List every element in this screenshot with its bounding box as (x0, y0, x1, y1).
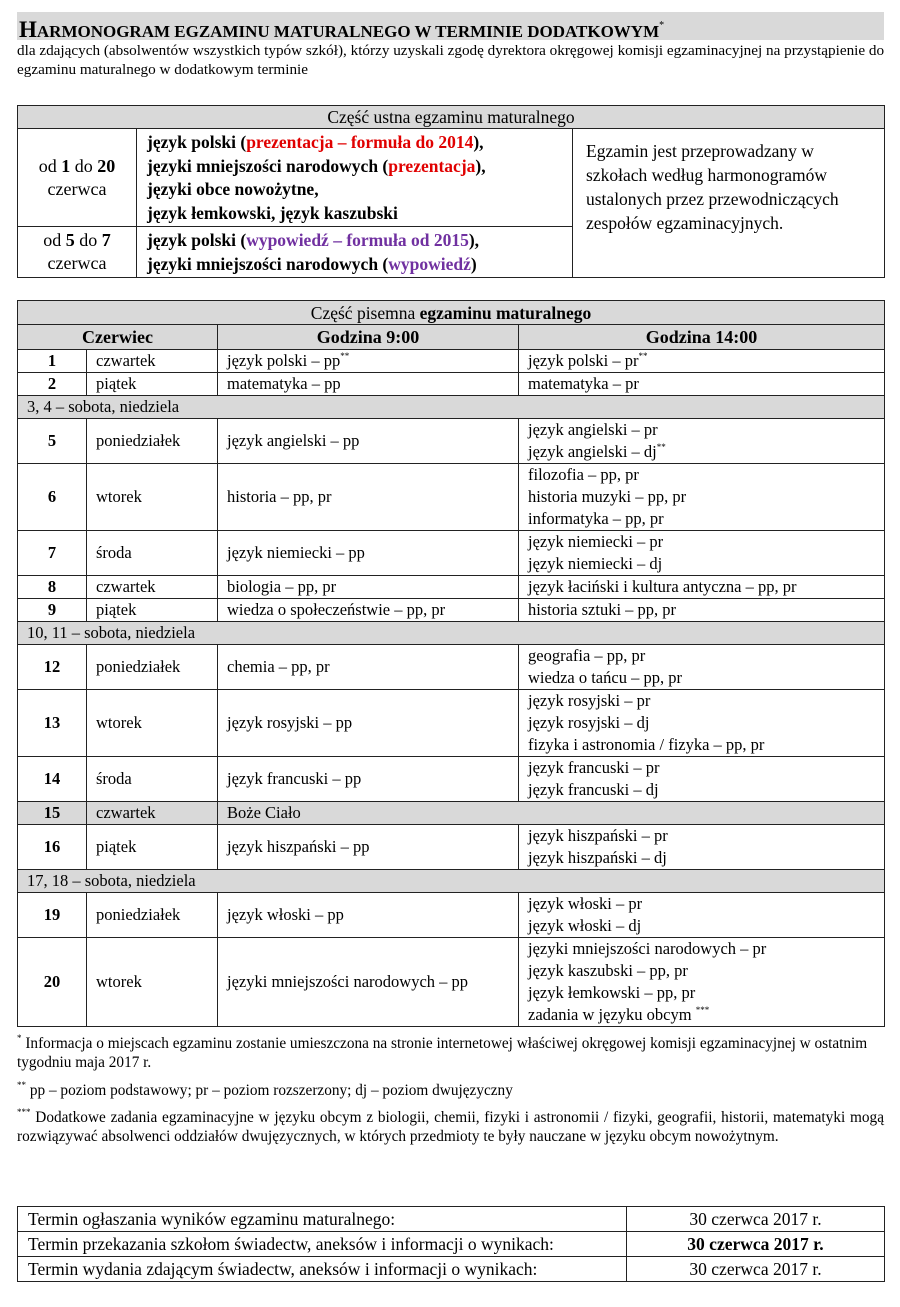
weekday: piątek (87, 373, 218, 396)
weekday: poniedziałek (87, 419, 218, 464)
exam-text: język rosyjski – pr (528, 691, 651, 710)
day-number: 16 (18, 825, 87, 870)
exam-text: geografia – pp, pr (528, 646, 646, 665)
oral-subjects-2 (137, 227, 573, 278)
subject-text: języki mniejszości narodowych ( (147, 155, 389, 176)
written-title-b: egzaminu maturalnego (419, 302, 592, 323)
exam-14 (519, 531, 885, 576)
footnote-mark: * (17, 1033, 22, 1043)
exam-text: informatyka – pp, pr (528, 509, 664, 528)
weekend-row (18, 870, 885, 893)
results-label: Termin ogłaszania wyników egzaminu maturalnego: (18, 1207, 627, 1232)
title-footnote-mark: * (659, 20, 665, 31)
date-mid: do (79, 230, 98, 250)
table-row (18, 645, 885, 690)
day-number: 15 (18, 802, 87, 825)
exam-text: język hiszpański – dj (528, 848, 667, 867)
weekday: poniedziałek (87, 645, 218, 690)
exam-14 (519, 938, 885, 1027)
page-title (17, 12, 884, 40)
weekend-row (18, 396, 885, 419)
exam-text: język niemiecki – dj (528, 554, 663, 573)
exam-9: matematyka – pp (218, 373, 519, 396)
table-row (18, 1207, 885, 1232)
day-number: 6 (18, 464, 87, 531)
exam-14: historia sztuki – pp, pr (519, 599, 885, 622)
table-row (18, 757, 885, 802)
subject-text: ) (470, 253, 477, 274)
weekend-label: 17, 18 – sobota, niedziela (18, 870, 885, 893)
exam-text: język francuski – pr (528, 758, 660, 777)
footnote-text: Dodatkowe zadania egzaminacyjne w języku obcym z biologii, chemii, fizyki i astronomii / fizyki, geografii, historii, matematyki mogą rozwiązywać absolwenci oddziałów dwujęzycznych, w których przedmioty te były nauczane w języku obcym nowożytnym. (17, 1109, 884, 1145)
subject-format-purple: wypowiedź – formuła od 2015 (246, 230, 469, 250)
subject-text: ), (473, 132, 484, 152)
exam-14 (519, 464, 885, 531)
table-row (18, 350, 885, 373)
oral-date-range-1 (18, 129, 137, 227)
footnote-3 (17, 1108, 884, 1146)
table-row (18, 576, 885, 599)
title-text: ARMONOGRAM EGZAMINU MATURALNEGO W TERMINIE DODATKOWYM (36, 22, 660, 41)
holiday-label: Boże Ciało (218, 802, 885, 825)
oral-note: Egzamin jest przeprowadzany w szkołach według harmonogramów ustalonych przez przewodniczących zespołów egzaminacyjnych. (573, 129, 885, 278)
weekday: piątek (87, 599, 218, 622)
table-row (18, 1232, 885, 1257)
table-row (18, 1257, 885, 1282)
day-number: 7 (18, 531, 87, 576)
subject-format-red: prezentacja (388, 155, 476, 176)
results-label: Termin wydania zdającym świadectw, aneksów i informacji o wynikach: (18, 1257, 627, 1282)
footnote-mark: ** (17, 1080, 26, 1090)
oral-exam-table (17, 105, 885, 278)
exam-14 (519, 645, 885, 690)
exam-text: język kaszubski – pp, pr (528, 961, 688, 980)
footnote-mark: *** (17, 1107, 31, 1117)
weekday: poniedziałek (87, 893, 218, 938)
table-row (18, 531, 885, 576)
date-to: 20 (97, 155, 116, 176)
date-prefix: od (38, 155, 57, 176)
exam-14 (519, 893, 885, 938)
exam-9: chemia – pp, pr (218, 645, 519, 690)
weekend-label: 3, 4 – sobota, niedziela (18, 396, 885, 419)
exam-text: wiedza o tańcu – pp, pr (528, 668, 682, 687)
exam-text: język rosyjski – dj (528, 713, 650, 732)
subject-text: języki mniejszości narodowych ( (147, 253, 389, 274)
exam-text: zadania w języku obcym (528, 1005, 696, 1024)
weekday: piątek (87, 825, 218, 870)
day-number: 5 (18, 419, 87, 464)
table-row (18, 464, 885, 531)
exam-text: język polski – pp (227, 351, 341, 370)
day-number: 8 (18, 576, 87, 599)
date-month: czerwca (47, 253, 107, 273)
footnote-text: pp – poziom podstawowy; pr – poziom rozszerzony; dj – poziom dwujęzyczny (26, 1082, 513, 1099)
footnote-1 (17, 1034, 884, 1072)
exam-text: język francuski – dj (528, 780, 659, 799)
exam-9: język włoski – pp (218, 893, 519, 938)
written-title-a: Część pisemna (310, 302, 416, 323)
exam-9: język hiszpański – pp (218, 825, 519, 870)
weekend-row (18, 622, 885, 645)
exam-text: historia muzyki – pp, pr (528, 487, 687, 506)
exam-9: język francuski – pp (218, 757, 519, 802)
results-label: Termin przekazania szkołom świadectw, aneksów i informacji o wynikach: (18, 1232, 627, 1257)
exam-14 (519, 419, 885, 464)
exam-14 (519, 690, 885, 757)
weekday: czwartek (87, 802, 218, 825)
oral-date-range-2 (18, 227, 137, 278)
weekday: wtorek (87, 690, 218, 757)
table-row (18, 373, 885, 396)
day-number: 1 (18, 350, 87, 373)
exam-text: język polski – pr (528, 351, 639, 370)
col-header-month: Czerwiec (18, 325, 218, 350)
day-number: 2 (18, 373, 87, 396)
table-row (18, 893, 885, 938)
weekday: środa (87, 531, 218, 576)
exam-9: biologia – pp, pr (218, 576, 519, 599)
exam-text: fizyka i astronomia / fizyka – pp, pr (528, 735, 765, 754)
day-number: 20 (18, 938, 87, 1027)
table-row (18, 938, 885, 1027)
footnote-mark: ** (656, 442, 666, 452)
title-initial: H (19, 17, 37, 42)
results-dates-table (17, 1206, 885, 1282)
exam-text: język niemiecki – pr (528, 532, 664, 551)
exam-text: język angielski – pr (528, 420, 658, 439)
exam-text: języki mniejszości narodowych – pr (528, 939, 767, 958)
table-row (18, 419, 885, 464)
table-row (18, 825, 885, 870)
exam-9: język rosyjski – pp (218, 690, 519, 757)
exam-9: języki mniejszości narodowych – pp (218, 938, 519, 1027)
date-mid: do (74, 155, 93, 176)
oral-subject-line (147, 131, 568, 155)
holiday-row (18, 802, 885, 825)
footnote-text: Informacja o miejscach egzaminu zostanie umieszczona na stronie internetowej właściwej okręgowej komisji egzaminacyjnej w ostatnim tygodniu maja 2017 r. (17, 1035, 868, 1071)
results-date: 30 czerwca 2017 r. (627, 1232, 885, 1257)
day-number: 9 (18, 599, 87, 622)
exam-9: język angielski – pp (218, 419, 519, 464)
table-row (18, 599, 885, 622)
exam-14 (519, 350, 885, 373)
exam-9: historia – pp, pr (218, 464, 519, 531)
oral-subjects-1 (137, 129, 573, 227)
exam-14: język łaciński i kultura antyczna – pp, pr (519, 576, 885, 599)
exam-9: język niemiecki – pp (218, 531, 519, 576)
footnote-2 (17, 1081, 884, 1100)
weekend-label: 10, 11 – sobota, niedziela (18, 622, 885, 645)
exam-14 (519, 757, 885, 802)
exam-text: język włoski – dj (528, 916, 642, 935)
exam-text: język włoski – pr (528, 894, 643, 913)
footnote-mark: ** (638, 351, 648, 361)
date-from: 1 (61, 155, 71, 176)
day-number: 19 (18, 893, 87, 938)
written-exam-title (18, 301, 885, 325)
footnote-mark: *** (695, 1005, 710, 1015)
day-number: 12 (18, 645, 87, 690)
table-row (18, 690, 885, 757)
weekday: wtorek (87, 464, 218, 531)
subject-text: ), (475, 155, 486, 176)
weekday: środa (87, 757, 218, 802)
date-to: 7 (101, 230, 111, 250)
subject-format-purple: wypowiedź (388, 253, 471, 274)
date-from: 5 (65, 230, 75, 250)
results-date: 30 czerwca 2017 r. (627, 1257, 885, 1282)
exam-14 (519, 825, 885, 870)
oral-subject-line (147, 253, 568, 277)
footnote-mark: ** (340, 351, 350, 361)
weekday: czwartek (87, 576, 218, 599)
day-number: 13 (18, 690, 87, 757)
oral-subject-line (147, 229, 568, 253)
weekday: czwartek (87, 350, 218, 373)
page-subtitle: dla zdających (absolwentów wszystkich typów szkół), którzy uzyskali zgodę dyrektora okręgowej komisji egzaminacyjnej na przystąpienie do egzaminu maturalnego w dodatkowym terminie (17, 42, 885, 78)
exam-text: filozofia – pp, pr (528, 465, 639, 484)
subject-text: język polski ( (147, 132, 247, 152)
subject-text: ), (468, 230, 480, 250)
oral-exam-title: Część ustna egzaminu maturalnego (18, 106, 885, 129)
date-prefix: od (43, 230, 62, 250)
exam-9: wiedza o społeczeństwie – pp, pr (218, 599, 519, 622)
oral-subject-line (147, 155, 568, 179)
subject-format-red: prezentacja – formuła do 2014 (246, 132, 474, 152)
weekday: wtorek (87, 938, 218, 1027)
exam-14: matematyka – pr (519, 373, 885, 396)
exam-text: język łemkowski – pp, pr (528, 983, 696, 1002)
exam-text: język angielski – dj (528, 442, 657, 461)
subject-text: język polski ( (147, 230, 247, 250)
results-date: 30 czerwca 2017 r. (627, 1207, 885, 1232)
written-exam-table (17, 300, 885, 1027)
exam-text: język hiszpański – pr (528, 826, 668, 845)
day-number: 14 (18, 757, 87, 802)
date-month: czerwca (47, 178, 107, 199)
exam-9 (218, 350, 519, 373)
oral-subject-line: języki obce nowożytne, (147, 179, 319, 199)
col-header-14: Godzina 14:00 (519, 325, 885, 350)
oral-subject-line: język łemkowski, język kaszubski (147, 202, 398, 223)
col-header-9: Godzina 9:00 (218, 325, 519, 350)
